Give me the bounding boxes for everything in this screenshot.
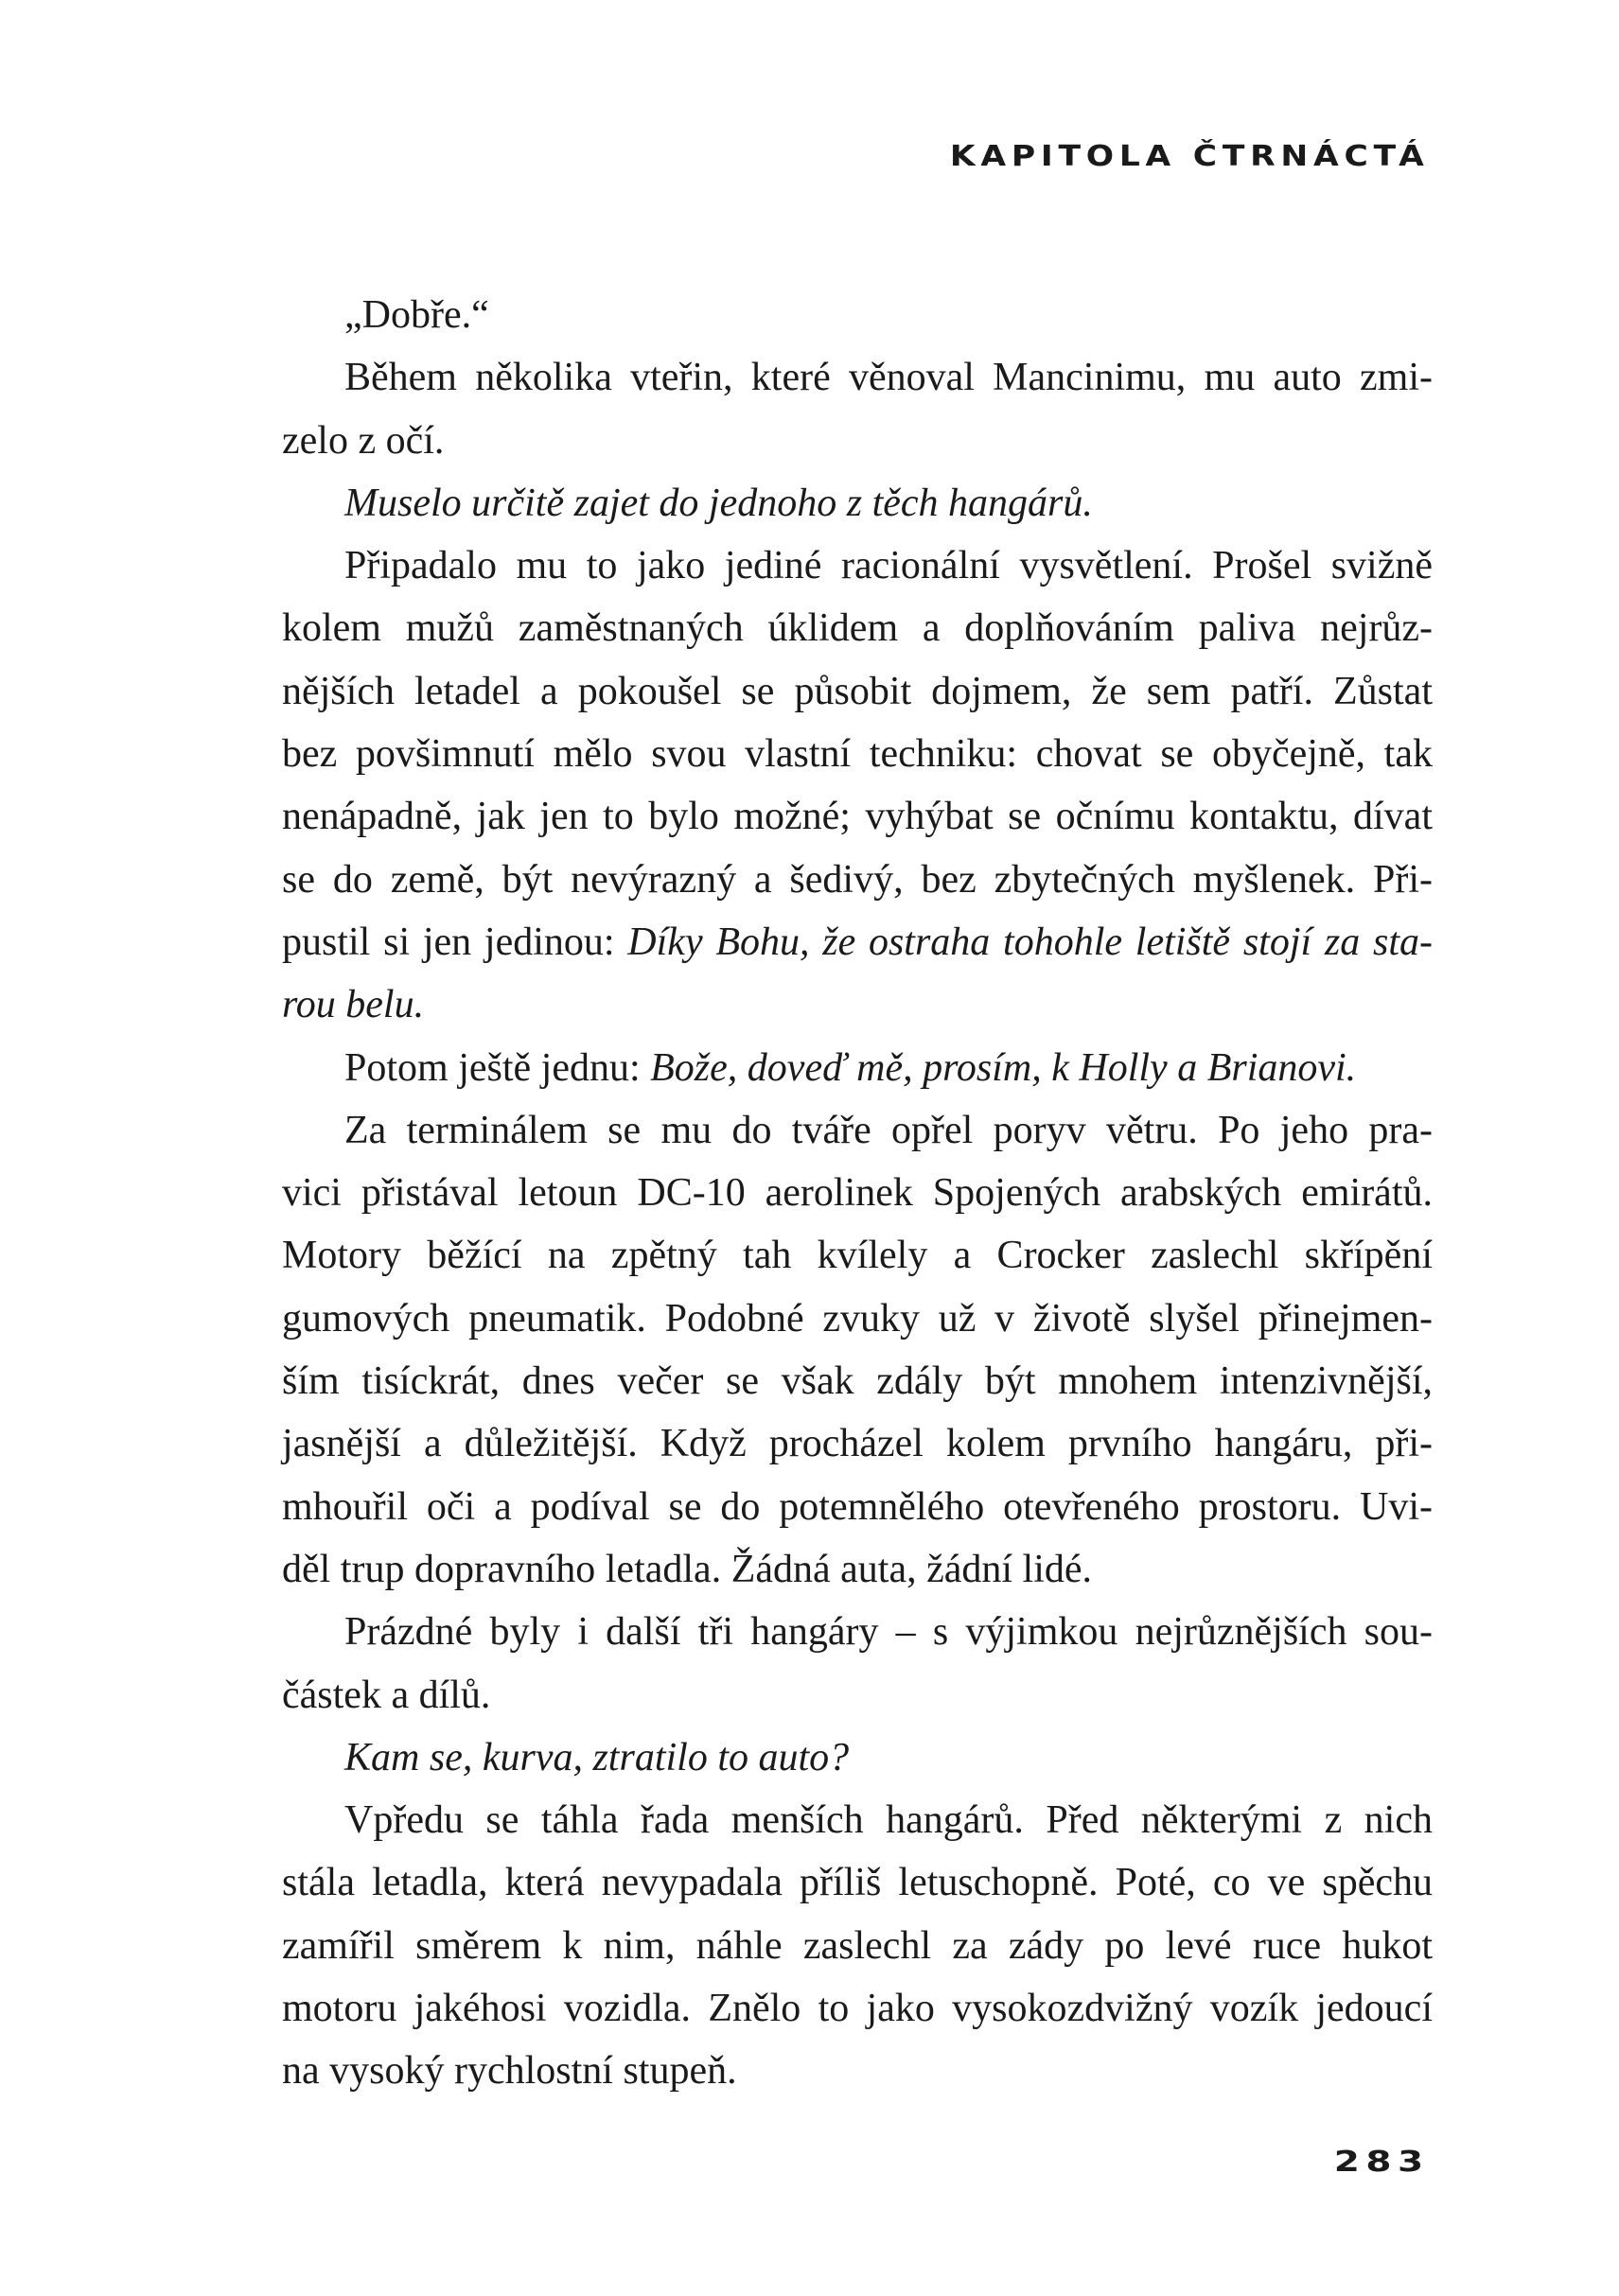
text-line: [282, 1224, 1433, 1287]
page-number: 283: [1334, 2146, 1430, 2179]
text-segment: bez povšimnutí mělo svou vlastní techniku: chovat se obyčejně, tak: [282, 732, 1433, 777]
text-line: [282, 1977, 1433, 2040]
text-segment: nenápadně, jak jen to bylo možné; vyhýbat se očnímu kontaktu, dívat: [282, 795, 1433, 839]
text-line: [282, 1601, 1433, 1663]
text-line: [282, 1099, 1433, 1162]
text-line: [282, 1037, 1433, 1099]
text-line: [282, 284, 1433, 346]
text-line: [282, 1726, 1433, 1789]
text-line: [282, 973, 1433, 1036]
text-segment: Připadalo mu to jako jediné racionální vysvětlení. Prošel svižně: [344, 544, 1433, 588]
text-line: [282, 1851, 1433, 1914]
text-segment: Prázdné byly i další tři hangáry – s výjimkou nejrůznějších sou-: [344, 1610, 1433, 1655]
text-line: [282, 1412, 1433, 1475]
text-line: [282, 911, 1433, 973]
text-line: [282, 472, 1433, 535]
text-segment: Během několika vteřin, které věnoval Mancinimu, mu auto zmi-: [344, 356, 1433, 400]
text-segment: kolem mužů zaměstnaných úklidem a doplňováním paliva nejrůz-: [282, 606, 1433, 651]
running-head: KAPITOLA ČTRNÁCTÁ: [950, 140, 1430, 173]
text-segment: Za terminálem se mu do tváře opřel poryv větru. Po jeho pra-: [344, 1108, 1433, 1152]
body-text: [282, 284, 1433, 2103]
text-segment: gumových pneumatik. Podobné zvuky už v životě slyšel přinejmen-: [282, 1296, 1433, 1341]
text-segment: zamířil směrem k nim, náhle zaslechl za zády po levé ruce hukot: [282, 1923, 1433, 1968]
text-segment: mhouřil oči a podíval se do potemnělého otevřeného prostoru. Uvi-: [282, 1484, 1433, 1529]
text-segment: na vysoký rychlostní stupeň.: [282, 2049, 737, 2094]
text-line: [282, 1288, 1433, 1350]
text-line: [282, 1915, 1433, 1977]
italic-text: Muselo určitě zajet do jednoho z těch hangárů.: [344, 481, 1093, 525]
text-line: [282, 1538, 1433, 1601]
text-line: [282, 1350, 1433, 1412]
text-segment: nějších letadel a pokoušel se působit dojmem, že sem patří. Zůstat: [282, 669, 1433, 713]
text-line: [282, 723, 1433, 785]
text-line: [282, 597, 1433, 659]
text-segment: se do země, být nevýrazný a šedivý, bez zbytečných myšlenek. Při-: [282, 857, 1433, 902]
italic-text: rou belu.: [282, 983, 425, 1027]
text-line: [282, 660, 1433, 723]
text-line: [282, 410, 1433, 472]
text-line: [282, 535, 1433, 597]
text-segment: motoru jakéhosi vozidla. Znělo to jako vysokozdvižný vozík jedoucí: [282, 1987, 1433, 2031]
text-segment: Potom ještě jednu:: [344, 1045, 651, 1090]
text-line: [282, 1664, 1433, 1726]
text-segment: zelo z očí.: [282, 418, 445, 463]
text-line: [282, 785, 1433, 848]
text-segment: „Dobře.“: [344, 293, 489, 337]
text-segment: děl trup dopravního letadla. Žádná auta, žádní lidé.: [282, 1547, 1093, 1591]
italic-text: Bože, doveď mě, prosím, k Holly a Brianovi.: [650, 1045, 1357, 1090]
text-segment: Vpředu se táhla řada menších hangárů. Před některými z nich: [344, 1798, 1433, 1843]
text-segment: jasnější a důležitější. Když procházel kolem prvního hangáru, při-: [282, 1422, 1433, 1466]
text-segment: Motory běžící na zpětný tah kvílely a Crocker zaslechl skřípění: [282, 1234, 1433, 1278]
text-line: [282, 346, 1433, 409]
text-line: [282, 1789, 1433, 1851]
text-segment: pustil si jen jedinou:: [282, 920, 628, 964]
text-segment: ším tisíckrát, dnes večer se však zdály být mnohem intenzivnější,: [282, 1359, 1433, 1404]
text-line: [282, 1162, 1433, 1224]
text-segment: stála letadla, která nevypadala příliš letuschopně. Poté, co ve spěchu: [282, 1861, 1433, 1905]
text-line: [282, 849, 1433, 911]
text-segment: částek a dílů.: [282, 1673, 491, 1717]
italic-text: Kam se, kurva, ztratilo to auto?: [344, 1735, 850, 1779]
text-line: [282, 1476, 1433, 1538]
italic-text: Díky Bohu, že ostraha tohohle letiště stojí za sta-: [627, 920, 1433, 964]
text-line: [282, 2040, 1433, 2102]
text-segment: vici přistával letoun DC-10 aerolinek Spojených arabských emirátů.: [282, 1171, 1433, 1216]
